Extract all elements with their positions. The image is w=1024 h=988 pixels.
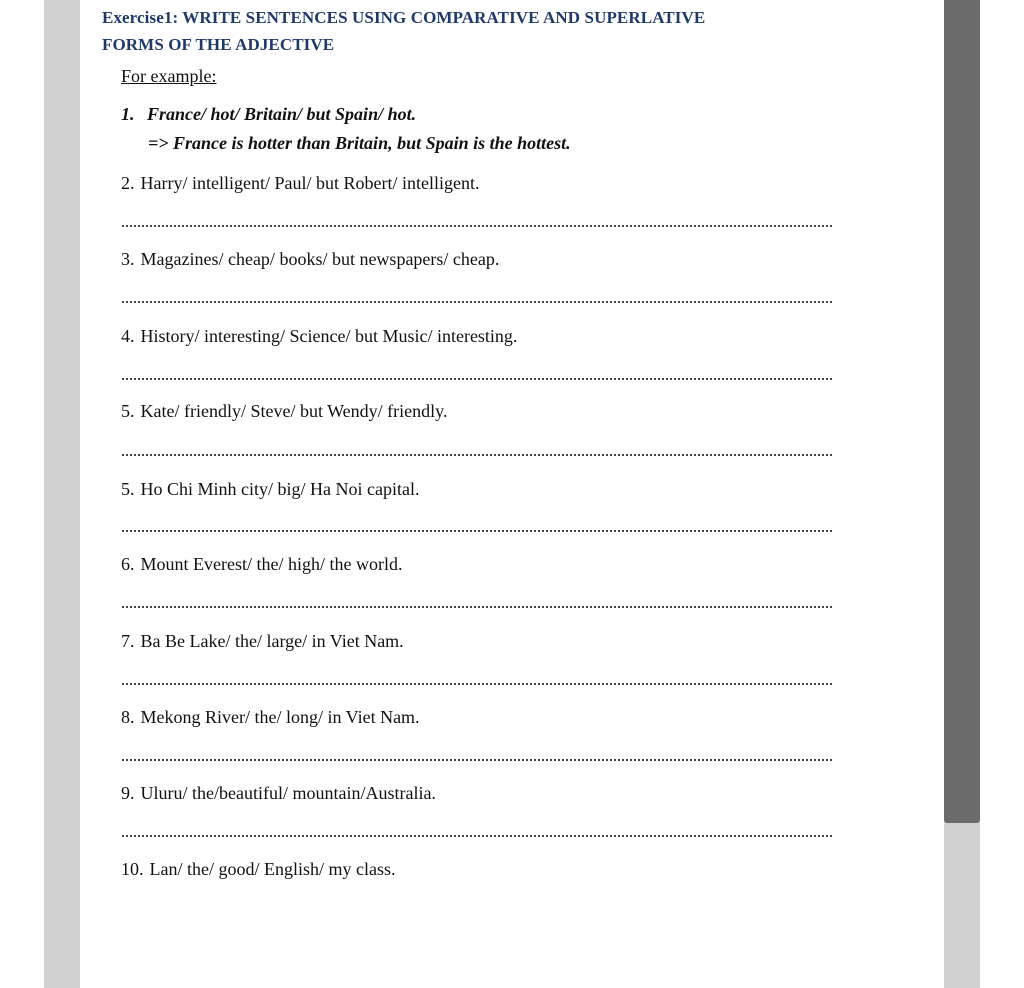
item-text: Mount Everest/ the/ high/ the world. <box>140 554 403 574</box>
item-number: 7. <box>121 631 135 651</box>
right-gutter <box>980 0 1024 988</box>
exercise-item <box>121 249 499 270</box>
item-number: 3. <box>121 249 135 269</box>
item-number: 5. <box>121 401 135 421</box>
example-question <box>121 104 416 125</box>
item-text: Ba Be Lake/ the/ large/ in Viet Nam. <box>140 631 404 651</box>
left-margin-rail <box>44 0 80 988</box>
item-number: 10. <box>121 859 144 879</box>
exercise-item <box>121 631 404 652</box>
item-text: Lan/ the/ good/ English/ my class. <box>149 859 396 879</box>
answer-line[interactable] <box>122 378 832 380</box>
item-text: Harry/ intelligent/ Paul/ but Robert/ intelligent. <box>140 173 480 193</box>
item-text: Ho Chi Minh city/ big/ Ha Noi capital. <box>140 479 420 499</box>
example-label: For example: <box>121 66 217 86</box>
left-gutter <box>0 0 44 988</box>
answer-line[interactable] <box>122 454 832 456</box>
exercise-item <box>121 173 479 194</box>
item-text: Magazines/ cheap/ books/ but newspapers/ cheap. <box>140 249 500 269</box>
item-number: 9. <box>121 783 135 803</box>
example-question-number: 1. <box>121 104 135 124</box>
item-number: 8. <box>121 707 135 727</box>
item-text: History/ interesting/ Science/ but Music/ interesting. <box>140 326 518 346</box>
answer-line[interactable] <box>122 530 832 532</box>
scrollbar-thumb[interactable] <box>944 0 980 823</box>
item-text: Kate/ friendly/ Steve/ but Wendy/ friendly. <box>140 401 448 421</box>
example-answer: => France is hotter than Britain, but Spain is the hottest. <box>148 133 571 153</box>
exercise-item <box>121 401 447 422</box>
item-number: 2. <box>121 173 135 193</box>
exercise-title: Exercise1: WRITE SENTENCES USING COMPARATIVE AND SUPERLATIVE FORMS OF THE ADJECTIVE <box>102 8 706 54</box>
item-text: Uluru/ the/beautiful/ mountain/Australia. <box>140 783 436 803</box>
exercise-item <box>121 783 436 804</box>
item-number: 6. <box>121 554 135 574</box>
answer-line[interactable] <box>122 835 832 837</box>
item-number: 5. <box>121 479 135 499</box>
exercise-item <box>121 554 402 575</box>
item-number: 4. <box>121 326 135 346</box>
answer-line[interactable] <box>122 225 832 227</box>
exercise-item <box>121 326 517 347</box>
exercise-item <box>121 859 395 880</box>
answer-line[interactable] <box>122 759 832 761</box>
item-text: Mekong River/ the/ long/ in Viet Nam. <box>140 707 420 727</box>
answer-line[interactable] <box>122 301 832 303</box>
exercise-item <box>121 707 420 728</box>
exercise-item <box>121 479 419 500</box>
example-question-text: France/ hot/ Britain/ but Spain/ hot. <box>147 104 417 124</box>
answer-line[interactable] <box>122 606 832 608</box>
answer-line[interactable] <box>122 683 832 685</box>
